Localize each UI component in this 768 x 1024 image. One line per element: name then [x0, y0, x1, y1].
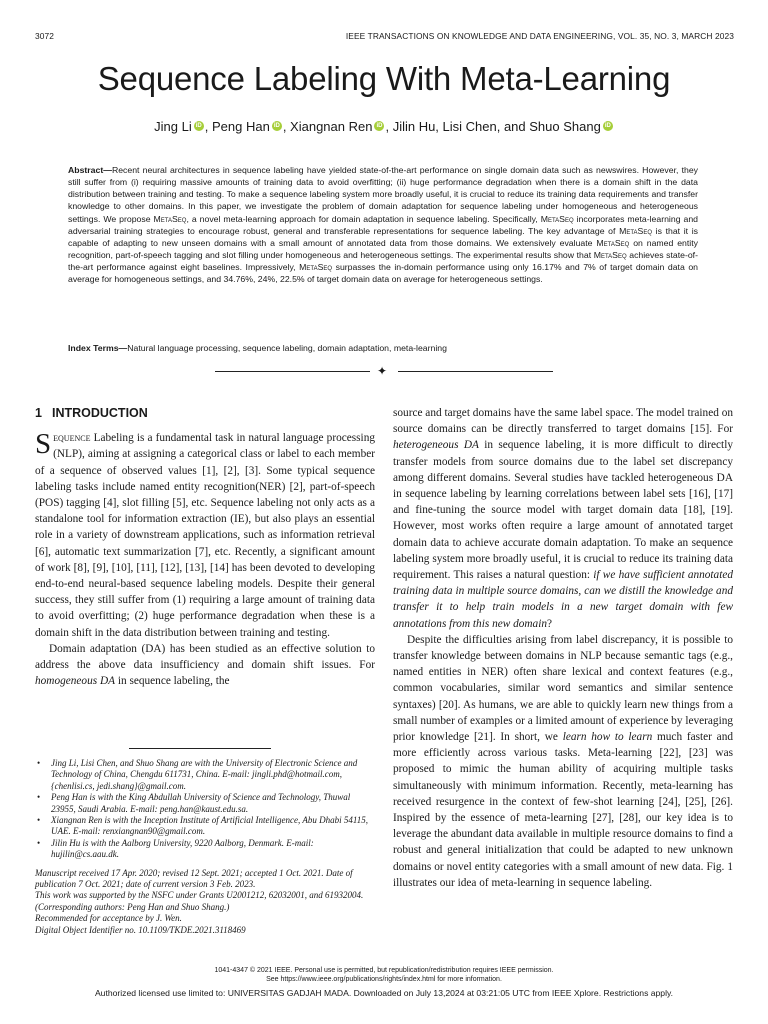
- footnote-rule: [129, 748, 271, 749]
- recommended-by: Recommended for acceptance by J. Wen.: [35, 913, 182, 924]
- section-title: I: [51, 406, 56, 420]
- abstract-text: , a novel meta-learning approach for domain adaptation in sequence labeling. Specifically,: [186, 213, 541, 224]
- method-name: MetaSeq: [540, 213, 574, 224]
- emphasis: homogeneous DA: [35, 675, 116, 688]
- paragraph-text: in sequence labeling, it is more difficult to directly transfer models from source domains due to the label set discrepancy among different domains. Several studies have tackled heterogeneous DA in sequence labeling by learning correlations between label sets [16], [17] and fine-tuning the source model with target domain data [18], [19]. However, most works often require a large amount of annotated target domain data to achieve accurate domain adaptation. To make an sequence labeling system more broadly useful, it is crucial to reduce its training data requirement. This raises a natural question:: [393, 439, 733, 582]
- paragraph-text: source and target domains have the same label space. The model trained on source domains can be directly transferred to target domains [15]. For: [393, 407, 733, 436]
- method-name: MetaSeq: [299, 262, 333, 273]
- orcid-icon[interactable]: iD: [273, 123, 280, 129]
- method-name: MetaSeq: [619, 225, 653, 236]
- authorized-use-notice: Authorized licensed use limited to: UNIVERSITAS GADJAH MADA. Downloaded on July 13,2024 at 03:21:05 UTC from IEEE Xplore. Restrictions apply.: [94, 988, 674, 998]
- journal-header: IEEE TRANSACTIONS ON KNOWLEDGE AND DATA ENGINEERING, VOL. 35, NO. 3, MARCH 2023: [345, 31, 734, 41]
- section-number: 1: [35, 406, 42, 420]
- abstract-text: achieves state-of-the-art performance against eight baselines. Impressively,: [68, 250, 698, 273]
- method-name: MetaSeq: [593, 250, 627, 261]
- emphasis: heterogeneous DA: [393, 439, 479, 452]
- abstract-label: Abstract—: [68, 165, 112, 175]
- author-list: Jing Li iD , Peng Han iD , Xiangnan Ren iD , Jilin Hu, Lisi Chen, and Shuo Shang iD: [154, 119, 611, 134]
- left-column: [35, 405, 375, 689]
- orcid-icon[interactable]: iD: [376, 123, 383, 129]
- index-terms-label: Index Terms—: [68, 343, 128, 353]
- section-title: NTRODUCTION: [55, 406, 148, 420]
- index-terms: [68, 342, 698, 354]
- abstract-text: Recent neural architectures in sequence labeling have yielded state-of-the-art performance on single domain data such as newswires. However, they still suffer from (i) requiring massive amounts of training data to avoid overfitting; (ii) huge performance degradation when there is a domain shift in the data distribution between training and testing. To make a sequence labeling system more broadly useful, it is crucial to reduce its training data requirements and transfer knowledge to other domains. In this paper, we investigate the problem of domain adaptation for sequence labeling under homogeneous and heterogeneous settings. We propose: [68, 165, 698, 224]
- funding-note: This work was supported by the NSFC under Grants U2001212, 62032001, and 61932004.: [35, 890, 364, 901]
- author-name: Jing Li: [154, 119, 192, 134]
- affiliation-item: • Peng Han is with the King Abdullah University of Science and Technology, Thuwal 23955, Saudi Arabia. E-mail: peng.han@kaust.edu.sa.: [51, 792, 375, 815]
- method-name: MetaSeq: [596, 237, 630, 248]
- abstract: [68, 164, 698, 286]
- author-name: Xiangnan Ren: [290, 119, 373, 134]
- section-heading: [35, 405, 375, 421]
- diamond-star-icon: ✦: [377, 364, 388, 378]
- paragraph: [393, 632, 733, 891]
- orcid-icon[interactable]: iD: [604, 123, 611, 129]
- abstract-text: surpasses the in-domain performance using only 16.17% and 7% of target domain data on average for homogeneous settings, and 34.76%, 24%, 22.5% of target domain data on average for heterogeneous settings.: [68, 262, 698, 285]
- paragraph-text: equence: [53, 432, 91, 445]
- index-terms-text: Natural language processing, sequence labeling, domain adaptation, meta-learning: [127, 343, 447, 353]
- abstract-text: incorporates meta-learning and adversarial training strategies to encourage robust, general and transferable representations for sequence labeling. The key advantage of: [68, 213, 698, 236]
- emphasis: if we have sufficient annotated training data in multiple source domains, can we distill the knowledge and transfer it to help train models in a new target domain with few annotations from this new domain: [393, 569, 734, 630]
- paragraph-text: much faster and more efficiently across various tasks. Meta-learning [22], [23] was proposed to mimic the human ability of acquiring multiple tasks simultaneously with minimum information. Recently, meta-learning has received resurgence in the context of few-shot learning [24], [25], [26]. Inspired by the essence of meta-learning [27], [28], our key idea is to leverage the abundant data available in multiple resource domains to find a robust and general initialization that could be adapted to new unknown domains or novel entity categories with a small amount of new data. Fig. 1 illustrates our idea of meta-learning in sequence labeling.: [393, 731, 733, 889]
- page-number: 3072: [35, 31, 55, 41]
- paragraph: [35, 430, 375, 641]
- paragraph: [393, 405, 733, 632]
- copyright-notice: [0, 967, 768, 985]
- section-separator: [215, 366, 553, 378]
- emphasis: learn how to learn: [562, 731, 653, 744]
- abstract-text: is that it is capable of adapting to new unseen domains with a small amount of annotated data from those domains. We extensively evaluate: [68, 225, 698, 248]
- affiliation-item: • Xiangnan Ren is with the Inception Institute of Artificial Intelligence, Abu Dhabi 54115, UAE. E-mail: renxiangnan90@gmail.com.: [51, 815, 375, 838]
- paragraph-text: in sequence labeling, the: [115, 675, 230, 688]
- right-column: [393, 405, 733, 891]
- manuscript-info: [35, 868, 375, 936]
- method-name: MetaSeq: [153, 213, 187, 224]
- paragraph: [35, 641, 375, 690]
- affiliation-item: • Jilin Hu is with the Aalborg University, 9220 Aalborg, Denmark. E-mail: hujilin@cs.aau.dk.: [51, 838, 375, 861]
- doi[interactable]: Digital Object Identifier no. 10.1109/TKDE.2021.3118469: [35, 924, 246, 935]
- manuscript-dates: Manuscript received 17 Apr. 2020; revised 12 Sept. 2021; accepted 1 Oct. 2021. Date of publication 7 Oct. 2021; date of current version 3 Feb. 2023.: [35, 867, 353, 890]
- author-name: Peng Han: [211, 119, 270, 134]
- abstract-text: on named entity recognition, part-of-speech tagging and slot filling under homogeneous and heterogeneous settings. The experimental results show that: [68, 237, 698, 261]
- copyright-line: 1041-4347 © 2021 IEEE. Personal use is permitted, but republication/redistribution requires IEEE permission.: [214, 967, 554, 974]
- paragraph-text: Despite the difficulties arising from label discrepancy, it is possible to transfer knowledge between domains in NLP because semantic tags (e.g., named entities in NER) often share lexical and context features (e.g., common vocabularies, similar word semantics and similar sentence syntaxes) [20]. As humans, we are able to quickly learn new things from a small number of examples or a limited amount of experience by leveraging prior knowledge [21]. In short, we: [393, 633, 733, 744]
- paper-title: Sequence Labeling With Meta-Learning: [97, 60, 671, 97]
- paragraph-text: ?: [546, 617, 552, 630]
- affiliation-list: [35, 758, 375, 861]
- separator-line: [398, 371, 553, 372]
- drop-cap: S: [35, 428, 52, 461]
- separator-line: [215, 371, 370, 372]
- paragraph-text: Labeling is a fundamental task in natural language processing (NLP), aiming at assigning a categorical class or label to each member of a sequence of observed values [1], [2], [3]. Some typical sequence labeling tasks include named entity recognition(NER) [2], part-of-speech (POS) tagging [4], slot filling [5], etc. Sequence labeling not only acts as a standalone tool for information extraction (IE), but also plays an essential role in a variety of downstream applications, such as information retrieval [6], automatic text summarization [7], etc. Recently, a significant amount of work [8], [9], [10], [11], [12], [13], [14] has been devoted to developing end-to-end neural-based sequence labeling models. Despite their general success, they still suffer from (1) requiring a large amount of training data to avoid overfitting; (2) huge performance degradation when these is a domain shift in the data distribution between training and testing.: [35, 432, 375, 639]
- paragraph-text: Domain adaptation (DA) has been studied as an effective solution to address the above data insufficiency and domain shift issues. For: [35, 642, 375, 672]
- footnotes: [35, 758, 375, 936]
- author-name: Jilin Hu, Lisi Chen, and Shuo Shang: [392, 119, 601, 134]
- rights-link[interactable]: See https://www.ieee.org/publications/rights/index.html for more information.: [266, 975, 502, 983]
- affiliation-item: • Jing Li, Lisi Chen, and Shuo Shang are with the University of Electronic Science and Technology of China, Chengdu 611731, China. E-mail: jingli.phd@hotmail.com, {chenlisi.cs, jedi.shang}@gmail.com.: [51, 758, 375, 792]
- corresponding-authors: (Corresponding authors: Peng Han and Shuo Shang.): [35, 901, 230, 912]
- orcid-icon[interactable]: iD: [195, 123, 202, 129]
